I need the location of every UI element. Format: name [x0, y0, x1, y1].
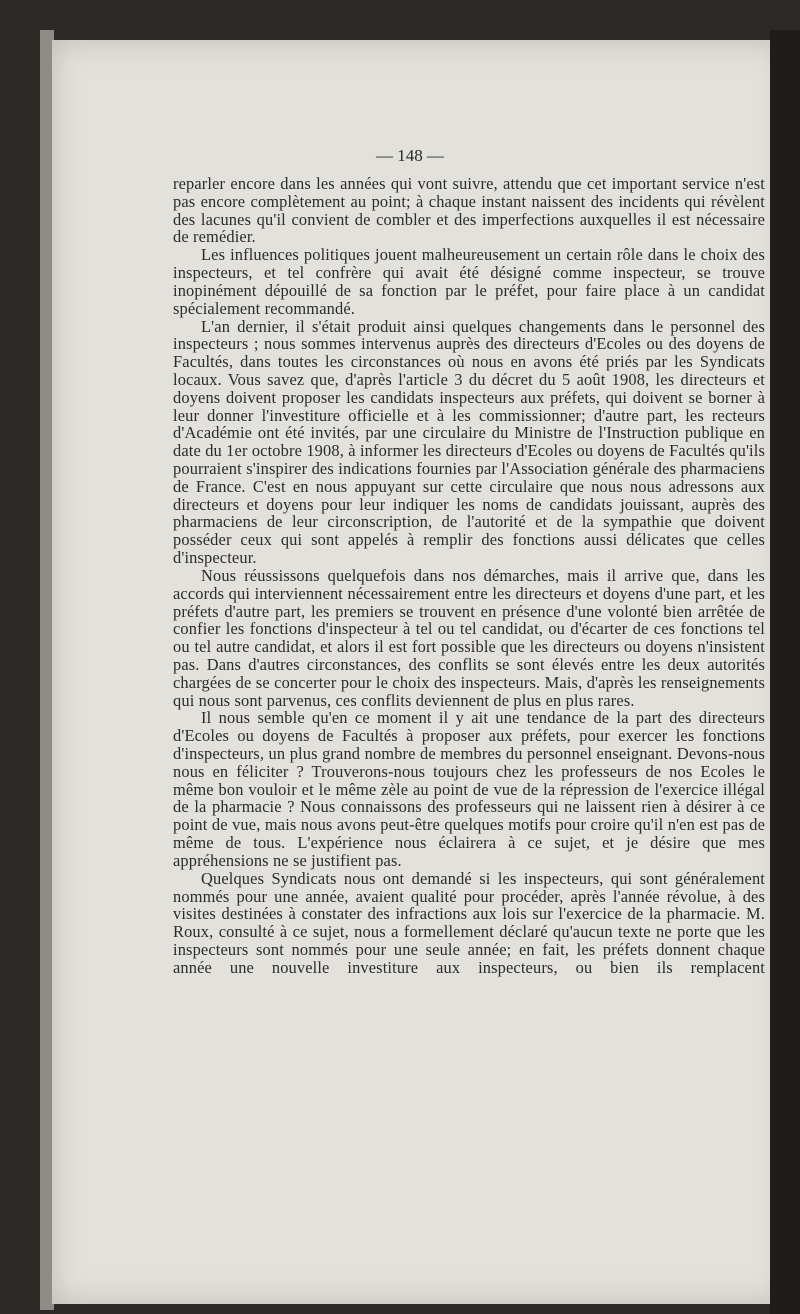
page-right-edge [770, 30, 800, 1314]
page-body [173, 175, 765, 977]
paragraph-6: Quelques Syndicats nous ont demandé si les inspecteurs, qui sont généralement nommés pour une année, avaient qualité pour procéder, après l'année révolue, à des visites destinées à constater des infractions aux lois sur l'exercice de la pharmacie. M. Roux, consulté à ce sujet, nous a formellement déclaré qu'aucun texte ne porte que les inspecteurs sont nommés pour une seule année; en fait, les préfets donnent chaque année une nouvelle investiture aux inspecteurs, ou bien ils remplacent [173, 868, 765, 977]
page-number: — 148 — [376, 146, 444, 165]
paragraph-4: Nous réussissons quelquefois dans nos démarches, mais il arrive que, dans les accords qui interviennent nécessairement entre les directeurs et doyens d'une part, et les préfets d'autre part, les premiers se trouvent en présence d'une volonté bien arrêtée de confier les fonctions d'inspecteur à tel ou tel candidat, ou d'écarter de ces fonctions tel ou tel autre candidat, et alors il est fort possible que les directeurs ou doyens n'insistent pas. Dans d'autres circonstances, des conflits se sont élevés entre les deux autorités chargées de se concerter pour le choix des inspecteurs. Mais, d'après les renseignements qui nous sont parvenus, ces conflits deviennent de plus en plus rares. [173, 565, 765, 710]
paragraph-1: reparler encore dans les années qui vont suivre, attendu que cet important service n'est pas encore complètement au point; à chaque instant naissent des incidents qui révèlent des lacunes qu'il convient de combler et des imperfections auxquelles il est nécessaire de remédier. [173, 174, 765, 247]
paragraph-2: Les influences politiques jouent malheureusement un certain rôle dans le choix des inspecteurs, et tel confrère qui avait été désigné comme inspecteur, se trouve inopinément dépouillé de sa fonction par le préfet, pour faire place à un candidat spécialement recommandé. [173, 245, 765, 318]
paragraph-5: Il nous semble qu'en ce moment il y ait une tendance de la part des directeurs d'Ecoles ou doyens de Facultés à proposer aux préfets, pour exercer les fonctions d'inspecteurs, un plus grand nombre de membres du personnel enseignant. Devons-nous nous en féliciter ? Trouverons-nous toujours chez les professeurs de nos Ecoles le même bon vouloir et le même zèle au point de vue de la répression de l'exercice illégal de la pharmacie ? Nous connaissons des professeurs qui ne laissent rien à désirer à ce point de vue, mais nous avons peut-être quelques motifs pour croire qu'il n'en est pas de même de tous. L'expérience nous éclairera à ce sujet, et je désire que mes appréhensions ne se justifient pas. [173, 708, 765, 870]
paragraph-3: L'an dernier, il s'était produit ainsi quelques changements dans le personnel des inspecteurs ; nous sommes intervenus auprès des directeurs d'Ecoles ou des doyens de Facultés, dans toutes les circonstances où nous en avons été priés par les Syndicats locaux. Vous savez que, d'après l'article 3 du décret du 5 août 1908, les directeurs et doyens doivent proposer les candidats inspecteurs aux préfets, qui doivent se borner à leur donner l'investiture officielle et à les commissionner; d'autre part, les recteurs d'Académie ont été invités, par une circulaire du Ministre de l'Instruction publique en date du 1er octobre 1908, à informer les directeurs d'Ecoles ou doyens de Facultés qu'ils pourraient s'inspirer des indications fournies par l'Association générale des pharmaciens de France. C'est en nous appuyant sur cette circulaire que nous nous adressons aux directeurs et doyens pour leur indiquer les noms de candidats jouissant, auprès des pharmaciens de leur circonscription, de l'autorité et de la sympathie que doivent posséder ceux qui sont appelés à remplir des fonctions aussi délicates que celles d'inspecteur. [173, 316, 765, 568]
